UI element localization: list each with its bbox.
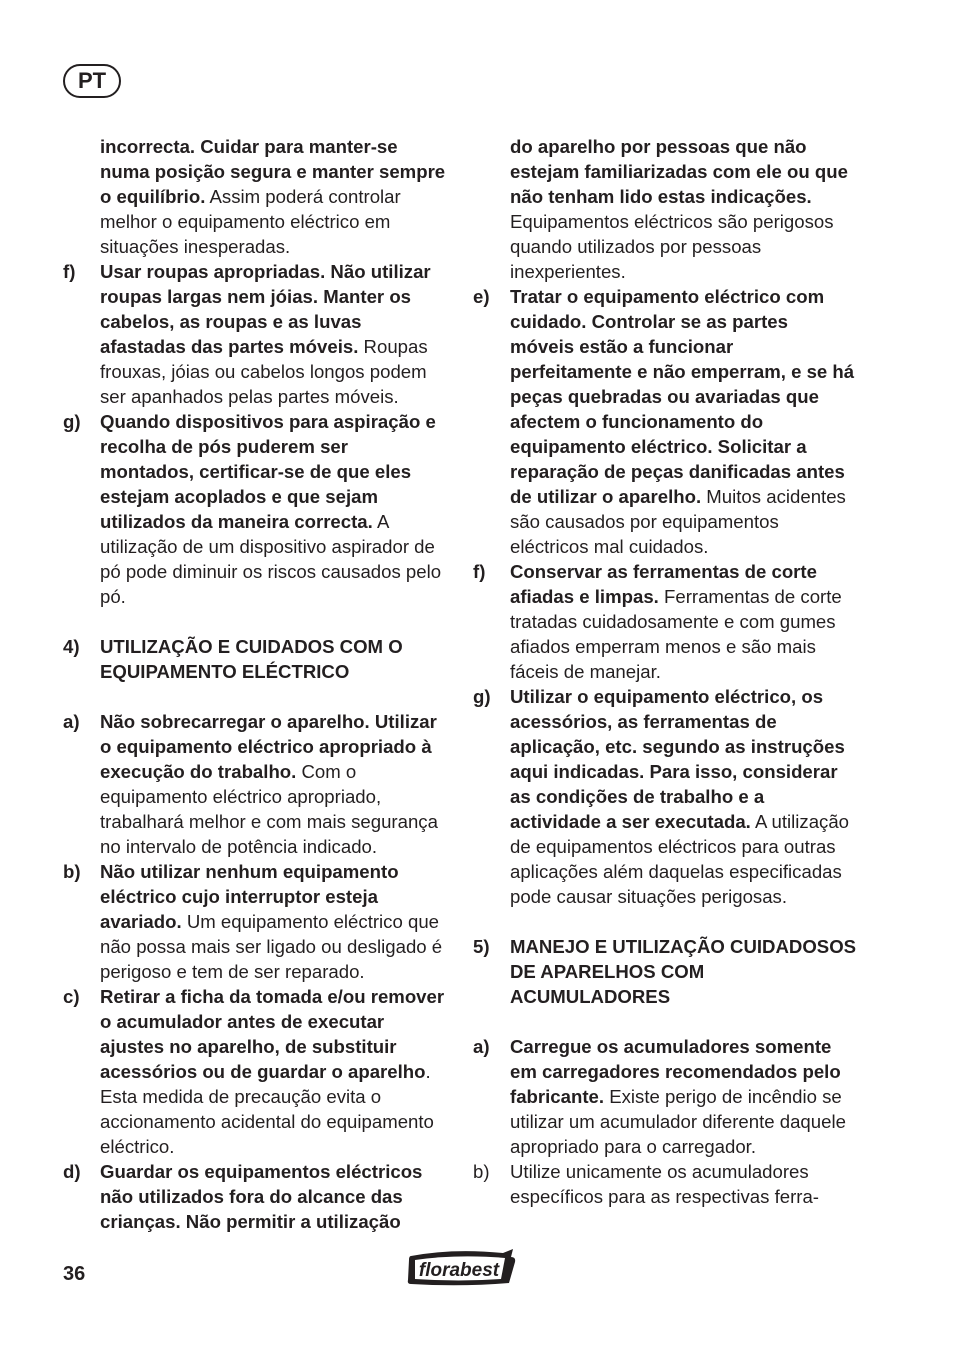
body-text: . Esta medida de precaução evita o accionamento acidental do equipamento eléctrico. <box>100 1061 434 1157</box>
item-marker: e) <box>473 286 490 307</box>
list-item-f <box>63 259 447 409</box>
section-title: UTILIZAÇÃO E CUIDADOS COM O EQUIPAMENTO ELÉCTRICO <box>100 636 403 682</box>
section-title: MANEJO E UTILIZAÇÃO CUIDADOSOS DE APARELHOS COM ACUMULADORES <box>510 936 857 1007</box>
florabest-logo <box>405 1245 519 1289</box>
list-item-e <box>473 284 857 559</box>
body-text: Com o equipamento eléctrico apropriado, trabalhará melhor e com mais segurança no intervalo de potência indicado. <box>100 761 438 857</box>
list-item-d <box>63 1159 447 1234</box>
right-column <box>473 134 857 1209</box>
item-marker: a) <box>63 711 80 732</box>
page-number: 36 <box>63 1263 86 1285</box>
body-text: Existe perigo de incêndio se utilizar um acumulador diferente daquele apropriado para o carregador. <box>510 1086 846 1157</box>
svg-text:florabest: florabest <box>418 1260 500 1281</box>
bold-text: Não sobrecarregar o aparelho. Utilizar o equipamento eléctrico apropriado à execução do trabalho. <box>100 711 437 782</box>
bold-text: Não utilizar nenhum equipamento eléctrico cujo interruptor esteja avariado. <box>100 861 399 932</box>
list-item-g <box>473 684 857 909</box>
bold-text: incorrecta. Cuidar para manter-se numa posição segura e manter sempre o equilíbrio. <box>100 136 446 207</box>
bold-text: Conservar as ferramentas de corte afiadas e limpas. <box>510 561 817 607</box>
item-marker: b) <box>63 861 81 882</box>
language-badge: PT <box>63 64 121 98</box>
bold-text: Utilizar o equipamento eléctrico, os acessórios, as ferramentas de aplicação, etc. segundo as instruções aqui indicadas. Para isso, considerar as condições de trabalho e a actividade a ser executada. <box>510 686 845 832</box>
body-text: A utilização de equipamentos eléctricos para outras aplicações além daquelas especificadas pode causar situações perigosas. <box>510 811 850 907</box>
body-text: Utilize unicamente os acumuladores específicos para as respectivas ferra- <box>510 1161 819 1207</box>
continued-paragraph <box>63 134 447 259</box>
bold-text: Quando dispositivos para aspiração e recolha de pós puderem ser montados, certificar-se de que eles estejam acoplados e que sejam utilizados da maneira correcta. <box>100 411 436 532</box>
bold-text: Carregue os acumuladores somente em carregadores recomendados pelo fabricante. <box>510 1036 841 1107</box>
left-column <box>63 134 447 1234</box>
bold-text: Guardar os equipamentos eléctricos não utilizados fora do alcance das crianças. Não permitir a utilização <box>100 1161 423 1232</box>
item-marker: a) <box>473 1036 490 1057</box>
body-text: Ferramentas de corte tratadas cuidadosamente e com gumes afiados emperram menos e são mais fáceis de manejar. <box>510 586 842 682</box>
item-marker: d) <box>63 1161 81 1182</box>
list-item-c <box>63 984 447 1159</box>
continued-paragraph <box>473 134 857 284</box>
list-item-g <box>63 409 447 609</box>
bold-text: Usar roupas apropriadas. Não utilizar roupas largas nem jóias. Manter os cabelos, as roupas e as luvas afastadas das partes móveis. <box>100 261 431 357</box>
section-number: 4) <box>63 636 80 657</box>
body-text: Roupas frouxas, jóias ou cabelos longos podem ser apanhados pelas partes móveis. <box>100 336 428 407</box>
section-heading-5 <box>473 934 857 1009</box>
section-heading-4 <box>63 634 447 684</box>
list-item-a <box>63 709 447 859</box>
body-text: Assim poderá controlar melhor o equipamento eléctrico em situações inesperadas. <box>100 186 401 257</box>
bold-text: Tratar o equipamento eléctrico com cuidado. Controlar se as partes móveis estão a funcionar perfeitamente e não emperram, e se há peças quebradas ou avariadas que afectem o funcionamento do equipamento eléctrico. Solicitar a reparação de peças danificadas antes de utilizar o aparelho. <box>510 286 855 507</box>
bold-text: Retirar a ficha da tomada e/ou remover o acumulador antes de executar ajustes no aparelho, de substituir acessórios ou de guardar o aparelho <box>100 986 445 1082</box>
section-number: 5) <box>473 936 490 957</box>
list-item-f <box>473 559 857 684</box>
item-marker: b) <box>473 1161 490 1182</box>
item-marker: f) <box>473 561 486 582</box>
bold-text: do aparelho por pessoas que não estejam familiarizadas com ele ou que não tenham lido estas indicações. <box>510 136 848 207</box>
item-marker: g) <box>473 686 491 707</box>
list-item-b <box>473 1159 857 1209</box>
list-item-b <box>63 859 447 984</box>
body-text: Muitos acidentes são causados por equipamentos eléctricos mal cuidados. <box>510 486 846 557</box>
list-item-a <box>473 1034 857 1159</box>
item-marker: g) <box>63 411 81 432</box>
item-marker: f) <box>63 261 76 282</box>
body-text: Um equipamento eléctrico que não possa mais ser ligado ou desligado é perigoso e tem de ser reparado. <box>100 911 443 982</box>
body-text: Equipamentos eléctricos são perigosos quando utilizados por pessoas inexperientes. <box>510 211 834 282</box>
body-text: A utilização de um dispositivo aspirador de pó pode diminuir os riscos causados pelo pó. <box>100 511 442 607</box>
item-marker: c) <box>63 986 80 1007</box>
